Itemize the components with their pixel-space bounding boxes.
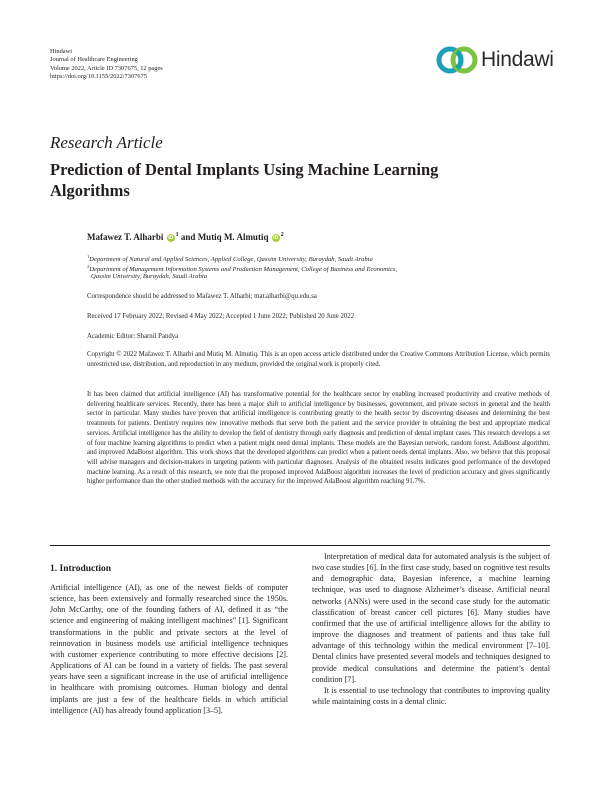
affiliation-text: Department of Management Information Systems and Production Management, College of Business and Economics,: [89, 266, 398, 274]
author-line: [87, 232, 284, 242]
copyright-notice: Copyright © 2022 Mafawez T. Alharbi and Mutiq M. Almutiq. This is an open access article distributed under the Creative Commons Attribution License, which permits unrestricted use, distribution, and reproduction in any medium, provided the original work is properly cited.: [87, 351, 550, 368]
paragraph: Interpretation of medical data for automated analysis is the subject of two case studies [6]. In the first case study, based on cognitive test results and demographic data, Bayesian inference, a machine learning technique, was used to diagnose Alzheimer’s disease. Artificial neural networks (ANNs) were used in the second case study for the automatic classification of breast cancer cell pictures [6]. Many studies have confirmed that the use of artificial intelligence allows for the ability to improve the diagnoses and treatment of patients and thus take full advantage of this technology within the medical environment [7–10]. Dental clinics have presented several models and techniques designed to provide medical consultations and determine the patient’s dental condition [7].: [312, 552, 550, 684]
correspondence: Correspondence should be addressed to Mafawez T. Alharbi; mat.alharbi@qu.edu.sa: [87, 293, 317, 300]
section-heading: 1. Introduction: [50, 564, 112, 574]
article-type: Research Article: [50, 133, 163, 152]
author-name: Mafawez T. Alharbi: [87, 232, 164, 242]
paragraph: Artificial intelligence (AI), as one of the newest fields of computer science, has been extensively and formally researched since the 1950s. John McCarthy, one of the founding fathers of AI, defined it as “the science and engineering of making intelligent machines” [1]. Significant transformations in the public and private sectors at the level of reinnovation in business models use artificial intelligence techniques with customer experience contributing to more effective decisions [2]. Applications of AI can be found in a variety of fields. The past several years have seen a significant increase in the use of artificial intelligence in healthcare with promising outcomes. Human biology and dental implants are just a few of the healthcare fields in which artificial intelligence (AI) has already found application [3–5].: [50, 583, 288, 715]
affiliation-2-cont: Qassim University, Buraydah, Saudi Arabia: [91, 273, 207, 280]
author-name: Mutiq M. Almutiq: [197, 232, 269, 242]
abstract: It has been claimed that artificial intelligence (AI) has transformative potential for the healthcare sector by enabling increased productivity and creative methods of delivering healthcare services. Recently, there has been a major shift to artificial intelligence by businesses, government, and private sectors in general and the health sector in particular. Many studies have proven that artificial intelligence is contributing greatly to the health sector by discovering diseases and determining the best treatments for patients. Dentistry requires new innovative methods that serve both the patient and the service provider in obtaining the best and appropriate medical services. Artificial intelligence has the ability to develop the field of dentistry through early diagnosis and prediction of dental implant cases. This research develops a set of four machine learning algorithms to predict when a patient might need dental implants. These models are the Bayesian network, random forest, AdaBoost algorithm, and improved AdaBoost algorithm. This work shows that the developed algorithms can predict when a patient needs dental implants. Also, we believe that this proposal will advise managers and decision-makers in targeting patients with particular diagnoses. Analysis of the obtained results indicates good performance of the developed machine learning. As a result of this research, we note that the proposed improved AdaBoost algorithm increases the level of prediction accuracy and gives significantly higher performance than the other studied methods with the accuracy for the improved AdaBoost algorithm reaching 91.7%.: [87, 391, 550, 486]
journal-name: Journal of Healthcare Engineering: [50, 56, 138, 64]
publication-dates: Received 17 February 2022; Revised 4 May 2022; Accepted 1 June 2022; Published 20 June 2022: [87, 313, 355, 320]
author-affiliation-mark: 2: [280, 232, 284, 238]
paragraph: It is essential to use technology that contributes to improving quality while maintaining costs in a dental clinic.: [312, 685, 550, 707]
affiliation-text: Department of Natural and Applied Sciences, Applied College, Qassim University, Buraydah, Saudi Arabia: [89, 256, 373, 264]
article-title: Prediction of Dental Implants Using Machine Learning Algorithms: [50, 160, 439, 200]
orcid-icon[interactable]: iD: [273, 235, 279, 241]
author-affiliation-mark: 1: [175, 232, 179, 238]
volume-line: Volume 2022, Article ID 7307675, 12 pages: [50, 64, 163, 72]
doi-link[interactable]: https://doi.org/10.1155/2022/7307675: [50, 72, 147, 80]
section-divider: [50, 545, 550, 546]
affiliation-number: 1: [87, 254, 90, 259]
left-column: [50, 582, 288, 716]
journal-meta: [50, 48, 163, 81]
hindawi-rings-icon: [436, 44, 478, 76]
academic-editor: Academic Editor: Sharnil Pandya: [87, 333, 179, 340]
right-column: [312, 551, 550, 707]
hindawi-logo: [436, 44, 554, 76]
publisher-name: Hindawi: [50, 48, 73, 55]
affiliation-number: 2: [87, 264, 90, 269]
orcid-icon[interactable]: iD: [168, 235, 174, 241]
author-joiner: and: [180, 232, 196, 242]
logo-wordmark: Hindawi: [481, 48, 554, 71]
